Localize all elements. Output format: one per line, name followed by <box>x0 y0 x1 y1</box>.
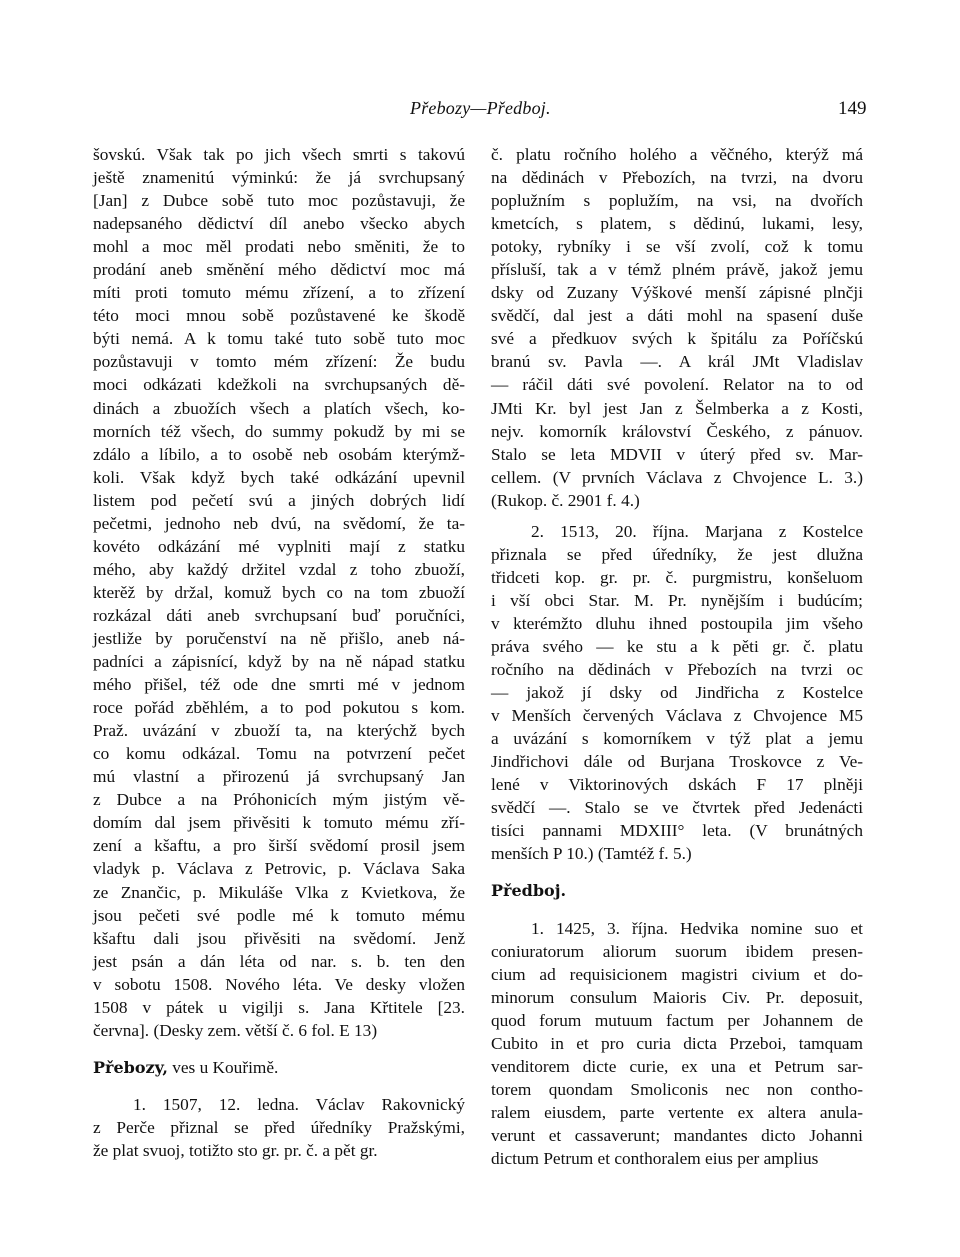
text-line: že plat svuoj, totižto sto gr. pr. č. a pět gr. <box>93 1140 378 1160</box>
text-line: v sobotu 1508. Nového léta. Ve desky vložen <box>93 974 465 994</box>
text-line: listem pod pečetí svú a jiných dobrých lidí <box>93 490 465 510</box>
text-line: přísluší, tak a v témž plném právě, jakož jemu <box>491 260 863 280</box>
text-line: [Jan] z Dubce sobě tuto moc pozůstavuji, že <box>93 191 465 211</box>
text-line: mú vlastní a přirozenú já svrchupsaný Jan <box>93 767 465 787</box>
text-line: ze Znančic, p. Mikuláše Vlka z Kvietkova, že <box>93 882 465 902</box>
text-line: nadepsaného dědictví díl anebo všecko abych <box>93 214 465 234</box>
text-line: mého, aby každý držitel vzdal z toho zbuoží, <box>93 559 465 579</box>
text-line: v kterémžto dluhu ihned postoupila jim všeho <box>491 613 863 633</box>
entry-heading-prebozy <box>93 1056 465 1079</box>
paragraph-kšaft-continuation <box>93 143 465 1042</box>
text-line: i vší obci Star. M. Pr. nynějším i budúcím; <box>491 590 863 610</box>
text-line: kmetcích, s platem, s dědinú, lukami, lesy, <box>491 214 863 234</box>
text-line: Cubito in et pro curia dicta Przeboi, tamquam <box>491 1033 863 1053</box>
text-line: menších P 10.) (Tamtéž f. 5.) <box>491 844 692 864</box>
entry-heading-title: Přebozy, <box>93 1057 168 1077</box>
text-line: quod forum mutuum factum per Johannem de <box>491 1010 863 1030</box>
text-line: pečetmi, jednoho neb dvú, na svědomí, že ta- <box>93 513 465 533</box>
text-line: — jakož jí dsky od Jindřicha z Kostelce <box>491 683 863 703</box>
text-line: pozůstavuji v tomto mém zřízení: Že budu <box>93 352 465 372</box>
text-line: lené v Viktorinových dskách F 17 plněji <box>491 775 863 795</box>
running-title: Přebozy—Předboj. <box>410 98 551 118</box>
text-line: kšaftu dali jsou přivěsiti na svědomí. Jenž <box>93 928 465 948</box>
text-line: morních též všech, do summy pokudž by mi se <box>93 421 465 441</box>
text-line: venditorem dicte curie, ex una et Petrum sar- <box>491 1056 863 1076</box>
text-line: koli. Však když bych také odkázání upevnil <box>93 467 465 487</box>
paragraph-entry-1425 <box>491 917 863 1171</box>
text-line: mohl a moc měl prodati nebo směniti, že to <box>93 237 465 257</box>
text-line: své a předkuov svých k špitálu za Poříčskú <box>491 329 863 349</box>
text-line: června]. (Desky zem. větší č. 6 fol. E 13) <box>93 1020 378 1040</box>
text-line: dsky od Zuzany Výškové menší zápisné plnčji <box>491 283 863 303</box>
text-line: tisíci pannami MDXIII° leta. (V brunátných <box>491 821 863 841</box>
text-line: č. platu ročního holého a věčného, kterýž má <box>491 145 863 164</box>
entry-heading-predboj <box>491 879 863 902</box>
text-line: ralem eiusdem, parte vertente ex altera anula- <box>491 1102 863 1122</box>
text-line: 1. 1507, 12. ledna. Václav Rakovnický <box>133 1094 465 1114</box>
text-line: potoky, rybníky i se vší zvolí, což k tomu <box>491 237 863 257</box>
text-line: padníci a zápisnící, když by na ně nápad statku <box>93 652 465 672</box>
text-line: domím dal jsem přivěsiti k tomuto mému zří- <box>93 813 465 833</box>
text-line: JMti Kr. byl jest Jan z Šelmberka a z Kosti, <box>491 398 863 418</box>
text-line: zení a kšaftu, a pro širší svědomí prosil jsem <box>93 836 465 856</box>
text-line: cium ad requisicionem magistri civium et do- <box>491 964 863 984</box>
text-line: svědčí, dal jest a dáti mohl na spasení duše <box>491 306 863 326</box>
text-line: třidceti kop. gr. pr. č. purgmistru, konšeluom <box>491 567 863 587</box>
text-line: Praž. uvázání v zbuoží ta, na kterýchž bych <box>93 721 465 741</box>
text-line: kovéto odkázání mé vyplniti mají z statku <box>93 536 465 556</box>
text-line: ročního na dědinách v Přebozích na tvrzi oc <box>491 660 863 680</box>
page-number: 149 <box>838 98 867 119</box>
text-line: zdálo a líbilo, a to osobě neb osobám kterýmž- <box>93 444 465 464</box>
text-line: kterěž by držal, komuž bych co na tom zbuoží <box>93 582 465 602</box>
text-line: verunt et cassaverunt; mandantes dicto Johanni <box>491 1125 863 1145</box>
text-line: (Rukop. č. 2901 f. 4.) <box>491 490 640 510</box>
text-line: minorum consulum Maioris Civ. Pr. deposuit, <box>491 987 863 1007</box>
text-line: jsou pečeti své podle mé k tomuto mému <box>93 905 465 925</box>
paragraph-entry-1507-continued <box>491 143 863 512</box>
text-line: 1508 v pátek u vigilji s. Jana Křtitele [23. <box>93 997 465 1017</box>
text-line: přiznala se před úředníky, že jest dlužna <box>491 544 863 564</box>
paragraph-entry-1513 <box>491 520 863 866</box>
text-line: moci odkázati kdežkoli na svrchupsaných dě- <box>93 375 465 395</box>
text-line: rozkázal dáti aneb svrchupsaní buď poručníci, <box>93 605 465 625</box>
text-line: 1. 1425, 3. října. Hedvika nomine suo et <box>531 918 863 938</box>
text-line: coniuratorum aliorum suorum ibidem presen- <box>491 941 863 961</box>
entry-heading-subtitle: ves u Kouřimě. <box>167 1057 279 1077</box>
text-line: na dědinách v Přebozích, na tvrzi, na dvoru <box>491 168 863 188</box>
text-line: roce pořád zběhlém, a to pod pokutou s kom. <box>93 698 465 718</box>
text-line: Jindřichovi dále od Burjana Troskovce z Ve- <box>491 752 863 772</box>
text-line: šovskú. Však tak po jich všech smrti s takovú <box>93 145 465 164</box>
text-line: prodání aneb směnění mého dědictví moc má <box>93 260 465 280</box>
text-line: z Dubce a na Próhonicích mým jistým vě- <box>93 790 465 810</box>
text-line: míti proti tomuto mému zřízení, a to zřízení <box>93 283 465 303</box>
text-line: jest psán a dán léta od nar. s. b. ten den <box>93 951 465 971</box>
text-line: co komu odkázal. Tomu na potvrzení pečet <box>93 744 465 764</box>
text-line: branú sv. Pavla —. A král JMt Vladislav <box>491 352 863 372</box>
text-line: z Perče přiznal se před úředníky Pražskými, <box>93 1117 465 1137</box>
text-line: této moci mnou sobě pozůstavené ke škodě <box>93 306 465 326</box>
text-line: — ráčil dáti své povolení. Relator na to od <box>491 375 863 395</box>
text-line: ještě znamenitú výminkú: že já svrchupsaný <box>93 168 465 188</box>
paragraph-entry-1507 <box>93 1093 465 1162</box>
text-line: a uvázání s komorníkem v týž plat a jemu <box>491 729 863 749</box>
text-line: poplužním s poplužím, na vsi, na dvořích <box>491 191 863 211</box>
right-column <box>491 143 863 1170</box>
left-column <box>93 143 465 1162</box>
text-line: cellem. (V prvních Václava z Chvojence L. 3.) <box>491 467 863 487</box>
text-line: 2. 1513, 20. října. Marjana z Kostelce <box>531 521 863 541</box>
text-line: svědčí —. Stalo se ve čtvrtek před Jedenácti <box>491 798 863 818</box>
text-line: mého přišel, též ode dne smrti mé v jednom <box>93 675 465 695</box>
text-line: nejv. komorník království Českého, z pánuov. <box>491 421 863 441</box>
text-line: torem quondam Smoliconis nec non contho- <box>491 1079 863 1099</box>
text-line: práva svého — ke stu a k pěti gr. č. platu <box>491 636 863 656</box>
entry-heading-title: Předboj. <box>491 881 567 901</box>
text-line: v Menších červených Václava z Chvojence M5 <box>491 706 863 726</box>
text-line: dictum Petrum et conthoralem eius per amplius <box>491 1148 819 1168</box>
text-line: jestliže by poručenství na ně přišlo, aneb ná- <box>93 628 465 648</box>
text-line: býti nemá. A k tomu také tuto sobě tuto moc <box>93 329 465 349</box>
text-line: Stalo se leta MDVII v úterý před sv. Mar- <box>491 444 863 464</box>
text-line: vladyk p. Václava z Petrovic, p. Václava Saka <box>93 859 465 879</box>
text-line: dinách a zbuožích všech a platích všech, ko- <box>93 398 465 418</box>
